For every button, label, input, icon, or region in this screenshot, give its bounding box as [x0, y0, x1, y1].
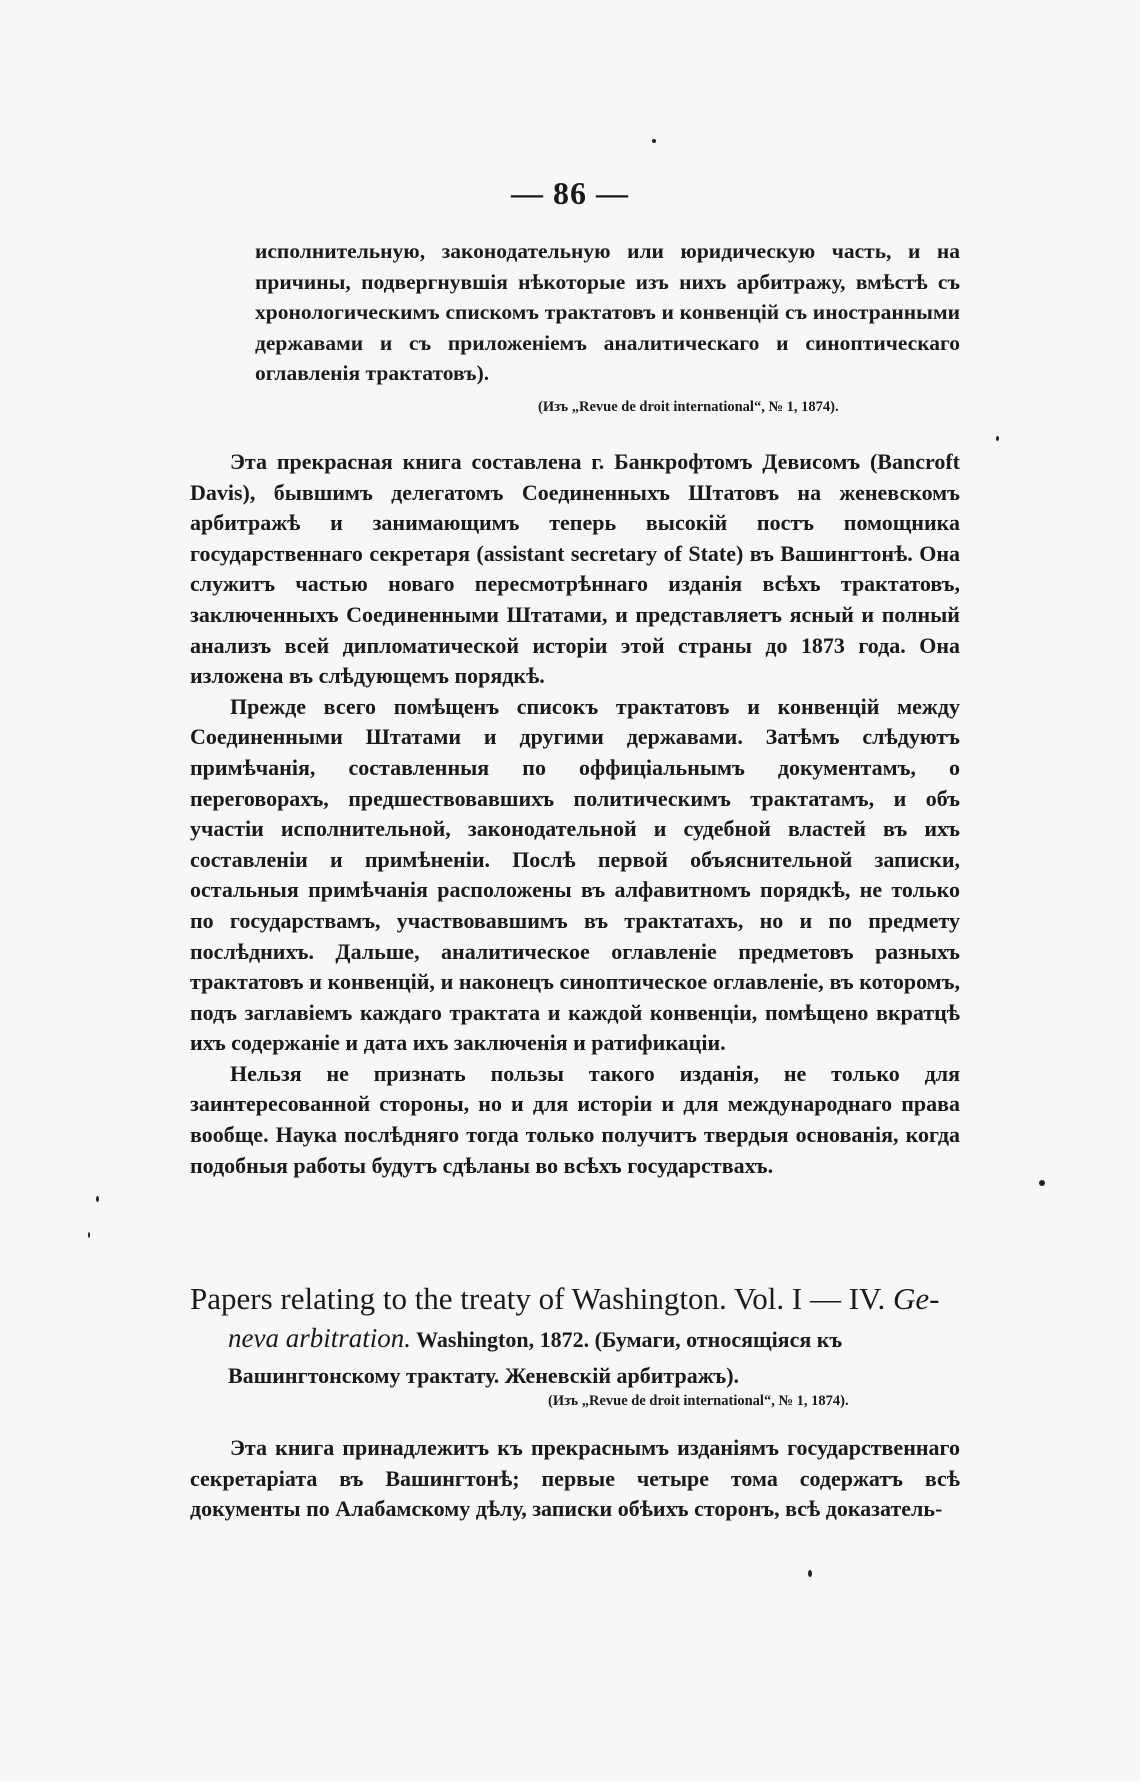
- paragraph-2: Прежде всего помѣщенъ списокъ трактатовъ и конвенцій между Соединенными Штатами и другими державами. Затѣмъ слѣдуютъ примѣчанія, составленныя по оффиціальнымъ документамъ, о переговорахъ, предшествовавшихъ политическимъ трактатамъ, и объ участіи исполнительной, законодательной и судебной властей въ ихъ составленіи и примѣненіи. Послѣ первой объяснительной записки, остальныя примѣчанія расположены въ алфавитномъ порядкѣ, не только по государствамъ, участвовавшимъ въ трактатахъ, но и по предмету послѣднихъ. Дальше, аналитическое оглавленіе предметовъ разныхъ трактатовъ и конвенцій, и наконецъ синоптическое оглавленіе, въ которомъ, подъ заглавіемъ каждаго трактата и каждой конвенціи, помѣщено вкратцѣ ихъ содержаніе и дата ихъ заключенія и ратификаціи.: [190, 693, 960, 1056]
- scan-speck: [996, 436, 999, 441]
- body-text: [190, 447, 960, 1181]
- second-entry-title-line: [190, 1278, 960, 1320]
- scan-speck: [808, 1570, 812, 1577]
- top-entry-text: исполнительную, законодательную или юридическую часть, и на причины, подвергнувшія нѣкоторые изъ нихъ арбитражу, вмѣстѣ съ хронологическимъ спискомъ трактатовъ и конвенцій съ иностранными державами и съ приложеніемъ аналитическаго и синоптическаго оглавленія трактатовъ).: [255, 239, 960, 385]
- second-entry-heading: [190, 1278, 960, 1394]
- second-entry-paragraph: Эта книга принадлежитъ къ прекраснымъ изданіямъ государственнаго секретаріата въ Вашингтонѣ; первые четыре тома содержатъ всѣ документы по Алабамскому дѣлу, записки обѣихъ сторонъ, всѣ доказатель-: [190, 1435, 960, 1522]
- second-entry-title-italic-start: Ge-: [892, 1281, 940, 1316]
- second-entry-title-rest: Washington, 1872. (Бумаги, относящіяся къ Вашингтонскому трактату. Женевскій арбитражъ).: [228, 1327, 843, 1388]
- second-entry-body: [190, 1433, 960, 1525]
- scan-speck: [88, 1232, 90, 1238]
- second-entry-title-italic-end: neva arbitration.: [228, 1323, 411, 1353]
- top-entry: [190, 236, 960, 389]
- second-entry-title-continuation: [190, 1320, 960, 1394]
- paragraph-1: Эта прекрасная книга составлена г. Банкрофтомъ Девисомъ (Bancroft Davis), бывшимъ делегатомъ Соединенныхъ Штатовъ на женевскомъ арбитражѣ и занимающимъ теперь высокій постъ помощника государственнаго секретаря (assistant secretary of State) въ Вашингтонѣ. Она служитъ частью новаго пересмотрѣннаго изданія всѣхъ трактатовъ, заключенныхъ Соединенными Штатами, и представляетъ ясный и полный анализъ всей дипломатической исторіи этой страны до 1873 года. Она изложена въ слѣдующемъ порядкѣ.: [190, 449, 960, 689]
- top-entry-source: (Изъ „Revue de droit international“, № 1, 1874).: [538, 399, 839, 415]
- page-number: — 86 —: [511, 175, 629, 211]
- second-entry-title-main: Papers relating to the treaty of Washington. Vol. I — IV.: [190, 1281, 886, 1316]
- scan-speck: [652, 139, 656, 143]
- paragraph-3: Нельзя не признать пользы такого изданія, не только для заинтересованной стороны, но и для исторіи и для международнаго права вообще. Наука послѣдняго тогда только получитъ твердыя основанія, когда подобныя работы будутъ сдѣланы во всѣхъ государствахъ.: [190, 1060, 960, 1178]
- scan-speck: [96, 1196, 99, 1202]
- scan-speck: [1039, 1180, 1045, 1186]
- second-entry-source: (Изъ „Revue de droit international“, № 1, 1874).: [548, 1393, 849, 1409]
